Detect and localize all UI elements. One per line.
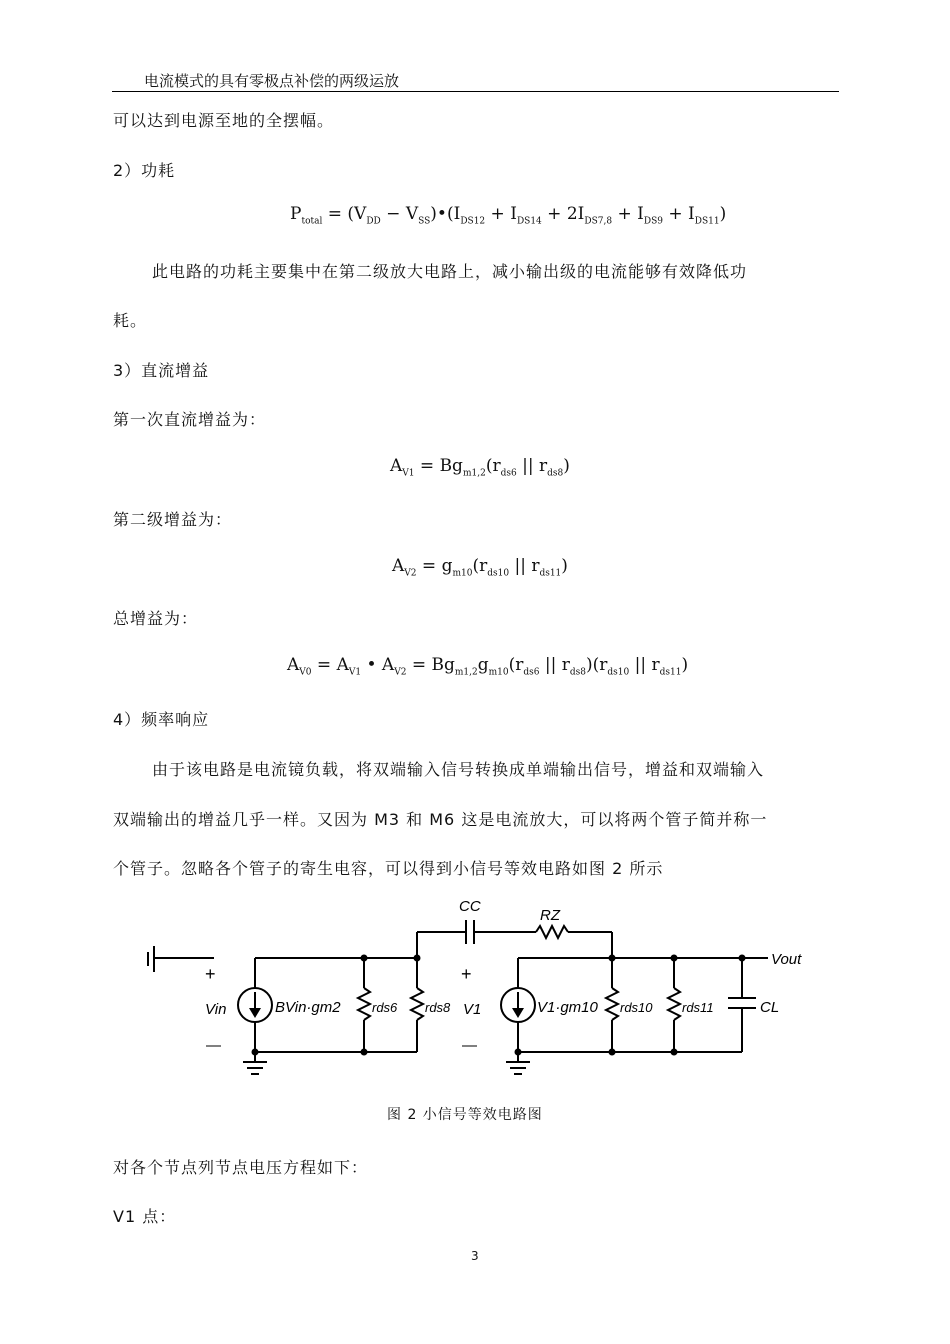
- label-v1: V1: [463, 1001, 482, 1018]
- page-number: 3: [471, 1249, 479, 1263]
- equation-total-gain: $A_{V0} = A_{V1}$ • $A_{V2} = Bg_{m1,2}g_{m10}(r_{ds6}$ || $r_{ds8})(r_{ds10}$ || $r_{ds11}$): [287, 655, 689, 678]
- label-cl: CL: [760, 999, 780, 1016]
- section-heading-frequency: 4）频率响应: [113, 710, 210, 729]
- equation-power: $P_{total} = (V_{DD}$ − $V_{SS})•(I_{DS12} + I_{DS14} + 2I_{DS7,8} + I_{DS9} + I_{DS11})$: [290, 204, 727, 227]
- node-equation-label: 对各个节点列节点电压方程如下：: [113, 1158, 369, 1177]
- section-heading-dc-gain: 3）直流增益: [113, 361, 210, 380]
- label-plus-v1: +: [461, 964, 472, 984]
- paragraph-line: 耗。: [113, 311, 148, 330]
- total-gain-label: 总增益为：: [113, 609, 199, 628]
- label-rds8: rds8: [425, 1000, 451, 1015]
- label-cc: CC: [459, 898, 481, 915]
- paragraph-line: 由于该电路是电流镜负载，将双端输入信号转换成单端输出信号，增益和双端输入: [152, 760, 765, 779]
- label-minus-in: —: [206, 1037, 221, 1054]
- label-rds10: rds10: [620, 1000, 653, 1015]
- paragraph-line: 个管子。忽略各个管子的寄生电容，可以得到小信号等效电路如图 2 所示: [113, 859, 664, 878]
- equation-gain1: $A_{V1} = Bg_{m1,2}(r_{ds6}$ || $r_{ds8}$): [390, 456, 570, 479]
- label-vout: Vout: [771, 951, 802, 968]
- paragraph-line: 此电路的功耗主要集中在第二级放大电路上，减小输出级的电流能够有效降低功: [152, 262, 748, 281]
- label-rz: RZ: [540, 907, 560, 924]
- label-minus-v1: —: [462, 1037, 477, 1054]
- figure-caption: 图 2 小信号等效电路图: [387, 1107, 543, 1123]
- label-rds11: rds11: [682, 1000, 714, 1015]
- equation-gain2: $A_{V2} = g_{m10}(r_{ds10}$ || $r_{ds11}$): [392, 556, 568, 579]
- running-header: 电流模式的具有零极点补偿的两级运放: [144, 72, 400, 90]
- label-plus-in: +: [205, 964, 216, 984]
- label-rds6: rds6: [372, 1000, 398, 1015]
- v1-point-label: V1 点：: [113, 1207, 177, 1226]
- section-heading-power: 2）功耗: [113, 161, 176, 180]
- gain1-label: 第一次直流增益为：: [113, 410, 267, 429]
- paragraph-line: 双端输出的增益几乎一样。又因为 M3 和 M6 这是电流放大，可以将两个管子简并称一: [113, 810, 768, 829]
- label-v1-gm10: V1·gm10: [537, 999, 598, 1016]
- label-bvin-gm2: BVin·gm2: [275, 999, 341, 1016]
- gain2-label: 第二级增益为：: [113, 510, 233, 529]
- label-vin: Vin: [205, 1001, 227, 1018]
- paragraph-line: 可以达到电源至地的全摆幅。: [113, 111, 335, 130]
